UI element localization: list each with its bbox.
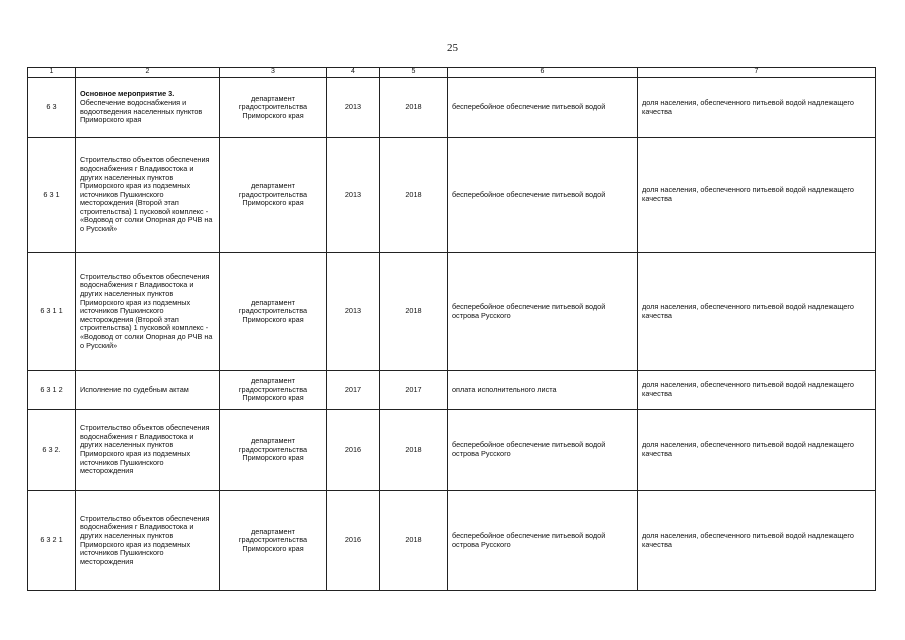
activity-description xyxy=(76,78,220,138)
start-year: 2013 xyxy=(327,253,380,371)
column-header: 3 xyxy=(220,68,327,78)
activity-description: Строительство объектов обеспечения водоснабжения г Владивостока и других населенных пунктов Приморского края из подземных источников Пушкинского месторождения (Второй этап строительства) 1 пусковой комплекс - «Водовод от солки Опорная до РЧВ на о Русский» xyxy=(76,138,220,253)
activity-description: Строительство объектов обеспечения водоснабжения г Владивостока и других населенных пунктов Приморского края из подземных источников Пушкинского месторождения (Второй этап строительства) 1 пусковой комплекс - «Водовод от солки Опорная до РЧВ на о Русский» xyxy=(76,253,220,371)
activity-lead: Основное мероприятие 3. xyxy=(80,89,175,99)
program-table xyxy=(27,67,876,591)
item-number: 6 3 2. xyxy=(28,410,76,491)
responsible-department: департамент градостроительства Приморского края xyxy=(220,410,327,491)
item-number: 6 3 xyxy=(28,78,76,138)
column-header: 4 xyxy=(327,68,380,78)
end-year: 2018 xyxy=(380,138,448,253)
column-header: 7 xyxy=(638,68,876,78)
responsible-department: департамент градостроительства Приморского края xyxy=(220,138,327,253)
table-row xyxy=(28,491,876,591)
indicator: доля населения, обеспеченного питьевой водой надлежащего качества xyxy=(638,78,876,138)
expected-result: оплата исполнительного листа xyxy=(448,371,638,410)
activity-description: Строительство объектов обеспечения водоснабжения г Владивостока и других населенных пунктов Приморского края из подземных источников Пушкинского месторождения xyxy=(76,491,220,591)
activity-description: Строительство объектов обеспечения водоснабжения г Владивостока и других населенных пунктов Приморского края из подземных источников Пушкинского месторождения xyxy=(76,410,220,491)
indicator: доля населения, обеспеченного питьевой водой надлежащего качества xyxy=(638,410,876,491)
end-year: 2018 xyxy=(380,410,448,491)
responsible-department: департамент градостроительства Приморского края xyxy=(220,78,327,138)
end-year: 2018 xyxy=(380,253,448,371)
indicator: доля населения, обеспеченного питьевой водой надлежащего качества xyxy=(638,491,876,591)
end-year: 2018 xyxy=(380,491,448,591)
start-year: 2013 xyxy=(327,138,380,253)
expected-result: бесперебойное обеспечение питьевой водой xyxy=(448,78,638,138)
column-header: 5 xyxy=(380,68,448,78)
item-number: 6 3 2 1 xyxy=(28,491,76,591)
table-row xyxy=(28,138,876,253)
page-number: 25 xyxy=(447,42,458,54)
item-number: 6 3 1 2 xyxy=(28,371,76,410)
table-row xyxy=(28,410,876,491)
end-year: 2018 xyxy=(380,78,448,138)
item-number: 6 3 1 1 xyxy=(28,253,76,371)
activity-description: Исполнение по судебным актам xyxy=(76,371,220,410)
header-row xyxy=(28,68,876,78)
start-year: 2016 xyxy=(327,410,380,491)
indicator: доля населения, обеспеченного питьевой водой надлежащего качества xyxy=(638,253,876,371)
expected-result: бесперебойное обеспечение питьевой водой острова Русского xyxy=(448,253,638,371)
expected-result: бесперебойное обеспечение питьевой водой острова Русского xyxy=(448,410,638,491)
table-row xyxy=(28,371,876,410)
expected-result: бесперебойное обеспечение питьевой водой острова Русского xyxy=(448,491,638,591)
start-year: 2013 xyxy=(327,78,380,138)
start-year: 2016 xyxy=(327,491,380,591)
item-number: 6 3 1 xyxy=(28,138,76,253)
indicator: доля населения, обеспеченного питьевой водой надлежащего качества xyxy=(638,138,876,253)
start-year: 2017 xyxy=(327,371,380,410)
column-header: 2 xyxy=(76,68,220,78)
responsible-department: департамент градостроительства Приморского края xyxy=(220,371,327,410)
responsible-department: департамент градостроительства Приморского края xyxy=(220,491,327,591)
end-year: 2017 xyxy=(380,371,448,410)
column-header: 1 xyxy=(28,68,76,78)
table-row xyxy=(28,253,876,371)
activity-text: Обеспечение водоснабжения и водоотведения населенных пунктов Приморского края xyxy=(80,97,203,125)
table-row xyxy=(28,78,876,138)
indicator: доля населения, обеспеченного питьевой водой надлежащего качества xyxy=(638,371,876,410)
expected-result: бесперебойное обеспечение питьевой водой xyxy=(448,138,638,253)
column-header: 6 xyxy=(448,68,638,78)
responsible-department: департамент градостроительства Приморского края xyxy=(220,253,327,371)
